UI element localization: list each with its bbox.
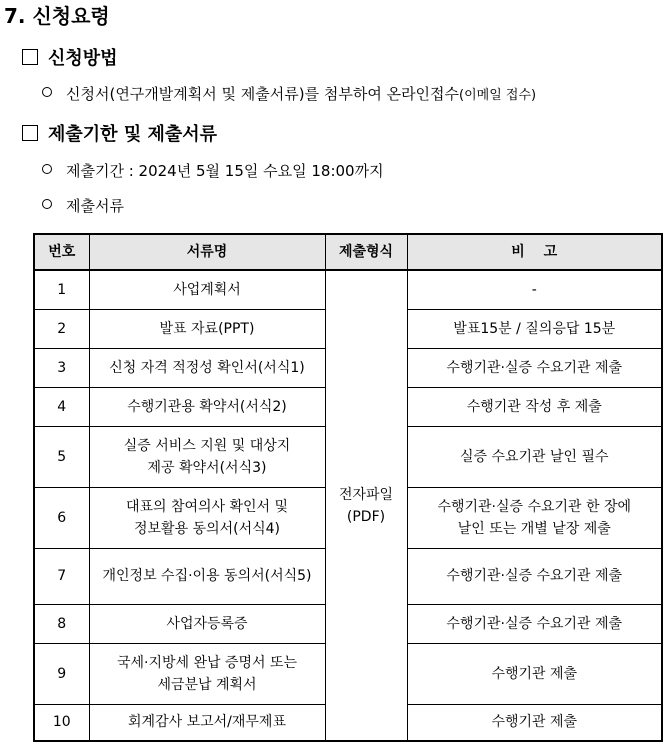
header-note: 비 고	[407, 234, 662, 270]
table-header-row	[34, 234, 662, 270]
header-format: 제출형식	[325, 234, 407, 270]
row-number: 3	[34, 348, 89, 387]
row-document-name: 회계감사 보고서/재무제표	[89, 704, 325, 741]
row-number: 4	[34, 387, 89, 426]
heading-text: 제출기한 및 제출서류	[48, 124, 218, 145]
header-document-name: 서류명	[89, 234, 325, 270]
bullet-item	[42, 160, 384, 181]
row-note: 수행기관·실증 수요기관 제출	[407, 348, 662, 387]
circle-bullet-icon	[42, 164, 52, 174]
row-note: 수행기관 작성 후 제출	[407, 387, 662, 426]
format-line2: (PDF)	[346, 508, 386, 525]
documents-table	[33, 233, 663, 742]
checkbox-square-icon	[22, 49, 38, 65]
row-note: 수행기관 제출	[407, 704, 662, 741]
row-document-name: 사업계획서	[89, 270, 325, 309]
row-note: 수행기관·실증 수요기관 제출	[407, 548, 662, 604]
checkbox-square-icon	[22, 125, 38, 141]
row-document-name: 대표의 참여의사 확인서 및 정보활용 동의서(서식4)	[89, 487, 325, 548]
bullet-subtext: (이메일 접수)	[459, 88, 537, 103]
format-cell	[325, 270, 407, 741]
table-row	[34, 270, 662, 309]
row-number: 8	[34, 604, 89, 643]
row-number: 2	[34, 309, 89, 348]
heading-deadline-documents	[22, 120, 217, 146]
row-number: 9	[34, 643, 89, 704]
bullet-text: 신청서(연구개발계획서 및 제출서류)를 첨부하여 온라인접수	[66, 85, 460, 103]
row-document-name: 실증 서비스 지원 및 대상지 제공 확약서(서식3)	[89, 426, 325, 487]
row-note: 수행기관·실증 수요기관 한 장에 날인 또는 개별 낱장 제출	[407, 487, 662, 548]
row-number: 5	[34, 426, 89, 487]
heading-application-method	[22, 44, 118, 70]
row-number: 1	[34, 270, 89, 309]
row-note: 수행기관 제출	[407, 643, 662, 704]
bullet-item	[42, 195, 124, 216]
format-line1: 전자파일	[338, 486, 394, 503]
row-number: 6	[34, 487, 89, 548]
bullet-item	[42, 83, 536, 104]
bullet-text: 제출서류	[66, 197, 124, 215]
circle-bullet-icon	[42, 199, 52, 209]
row-document-name: 신청 자격 적정성 확인서(서식1)	[89, 348, 325, 387]
row-note: 발표15분 / 질의응답 15분	[407, 309, 662, 348]
bullet-text: 제출기간 : 2024년 5월 15일 수요일 18:00까지	[66, 162, 384, 180]
header-number: 번호	[34, 234, 89, 270]
row-document-name: 국세·지방세 완납 증명서 또는 세금분납 계획서	[89, 643, 325, 704]
section-title: 7. 신청요령	[4, 4, 110, 28]
row-document-name: 사업자등록증	[89, 604, 325, 643]
row-note: -	[407, 270, 662, 309]
row-document-name: 발표 자료(PPT)	[89, 309, 325, 348]
row-note: 수행기관·실증 수요기관 제출	[407, 604, 662, 643]
row-number: 7	[34, 548, 89, 604]
row-document-name: 수행기관용 확약서(서식2)	[89, 387, 325, 426]
row-document-name: 개인정보 수집·이용 동의서(서식5)	[89, 548, 325, 604]
heading-text: 신청방법	[48, 48, 118, 69]
row-number: 10	[34, 704, 89, 741]
circle-bullet-icon	[42, 87, 52, 97]
row-note: 실증 수요기관 날인 필수	[407, 426, 662, 487]
